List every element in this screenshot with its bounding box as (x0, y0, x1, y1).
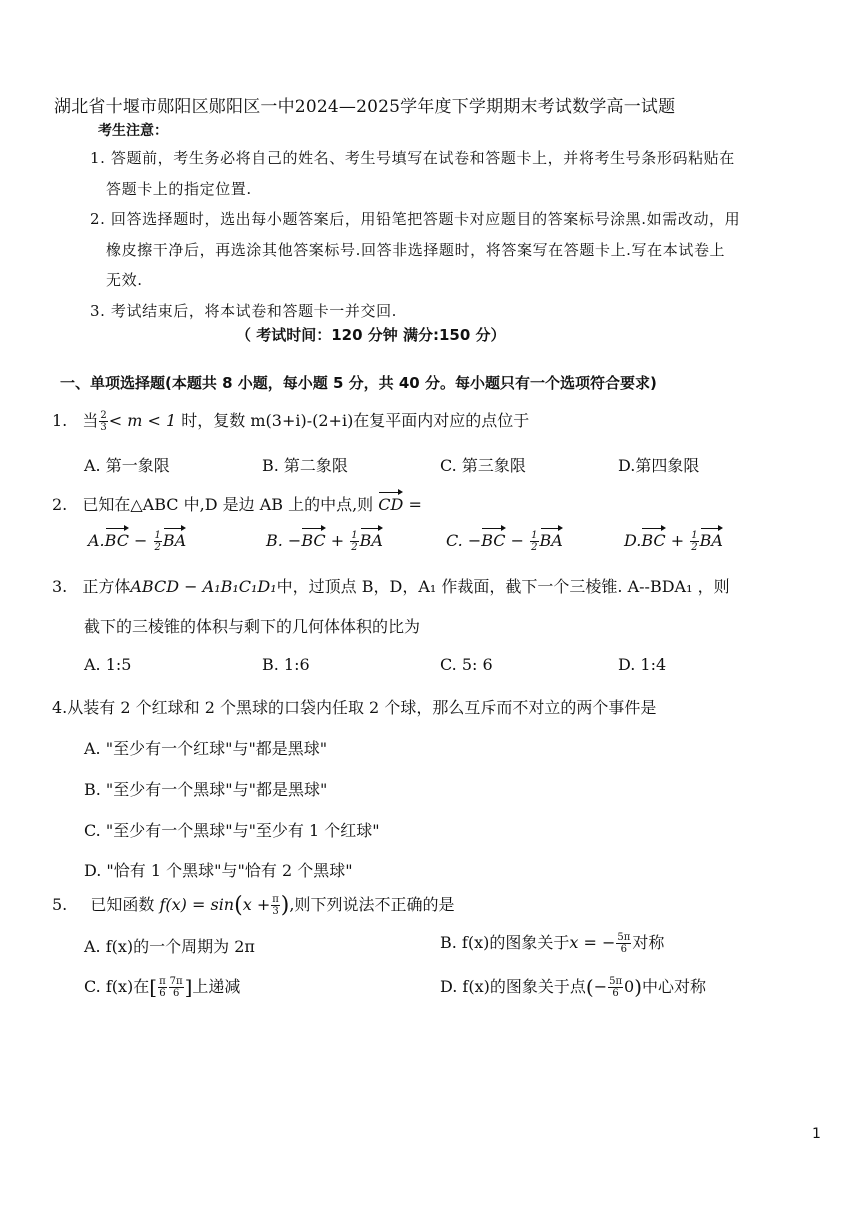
question-3-text: 中，过顶点 B，D，A₁ 作裁面，截下一个三棱锥. A--BDA₁ ，则 (276, 577, 730, 596)
question-1-inequality: < m < 1 (108, 411, 177, 430)
point-zero: 0 (624, 977, 635, 996)
exam-info: （ 考试时间：120 分钟 满分:150 分） (236, 326, 506, 344)
q3-option-a: A. 1:5 (84, 655, 132, 674)
q2-option-d (624, 526, 723, 553)
q5-option-b-eq: x = − (569, 933, 616, 952)
q3-option-b: B. 1:6 (262, 655, 310, 674)
question-2-text: 已知在△ABC 中,D 是边 AB 上的中点,则 (82, 495, 374, 514)
fraction-one-half: $\frac{1}{2}$ (691, 530, 698, 553)
q2-option-c (446, 526, 563, 553)
document-title: 湖北省十堰市郧阳区郧阳区一中2024—2025学年度下学期期末考试数学高一试题 (54, 97, 676, 117)
vector-bc: BC (481, 526, 505, 550)
q5-option-d-pre: D. f(x)的图象关于点 (440, 977, 586, 996)
notice-3-line-1: 3. 考试结束后，将本试卷和答题卡一并交回. (90, 302, 398, 320)
q5-option-d: D. f(x)的图象关于点(− $\frac{5\pi}{6}$ 0)中心对称 (440, 975, 707, 999)
fraction-5pi-over-6: $\frac{5\pi}{6}$ (609, 976, 623, 999)
q4-option-d: D. "恰有 1 个黑球"与"恰有 2 个黑球" (84, 861, 353, 880)
q2-option-d-label: D. (624, 531, 642, 550)
q2-option-b-plus: + (325, 531, 350, 550)
fraction-one-half: $\frac{1}{2}$ (351, 530, 358, 553)
vector-ba: BA (360, 526, 383, 550)
right-paren: ) (634, 975, 643, 999)
vector-ba: BA (700, 526, 723, 550)
question-3-pre: 正方体 (82, 577, 131, 596)
q2-option-a (88, 526, 186, 553)
q2-option-a-label: A. (88, 531, 105, 550)
q5-option-b-post: 对称 (632, 933, 665, 952)
question-5-text: ,则下列说法不正确的是 (289, 895, 455, 914)
fraction-pi-over-3: $\frac{\pi}{3}$ (272, 894, 279, 917)
question-5-number: 5. (52, 895, 68, 914)
question-1-pre: 当 (82, 411, 99, 430)
q3-option-c: C. 5: 6 (440, 655, 493, 674)
q2-option-b (266, 526, 383, 553)
vector-ba: BA (540, 526, 563, 550)
q5-option-b (440, 930, 664, 955)
notice-1-line-1: 1. 答题前，考生务必将自己的姓名、考生号填写在试卷和答题卡上，并将考生号条形码粘贴在 (90, 149, 735, 167)
q5-option-c-pre: C. f(x)在 (84, 977, 150, 996)
notice-2-line-1: 2. 回答选择题时，选出每小题答案后，用铅笔把答题卡对应题目的答案标号涂黑.如需改动，用 (90, 210, 741, 228)
fraction-one-half: $\frac{1}{2}$ (154, 530, 161, 553)
q5-option-a: A. f(x)的一个周期为 2π (84, 937, 255, 956)
left-paren: ( (585, 975, 594, 999)
q1-option-b: B. 第二象限 (262, 456, 348, 475)
question-1 (52, 408, 529, 433)
notice-2-line-2: 橡皮擦干净后，再选涂其他答案标号.回答非选择题时，将答案写在答题卡上.写在本试卷上 (106, 241, 726, 259)
q5-option-b-pre: B. f(x)的图象关于 (440, 933, 570, 952)
fraction-7pi-over-6: $\frac{7\pi}{6}$ (169, 976, 183, 999)
notice-heading: 考生注意： (98, 123, 168, 139)
q2-option-c-minus: − (505, 531, 530, 550)
question-3-line-2: 截下的三棱锥的体积与剩下的几何体体积的比为 (84, 617, 421, 636)
question-1-text: 时，复数 m(3+i)-(2+i)在复平面内对应的点位于 (181, 411, 530, 430)
cube-notation: ABCD − A₁B₁C₁D₁ (130, 577, 277, 596)
q2-option-b-label: B. − (266, 531, 302, 550)
notice-2-line-3: 无效. (106, 271, 143, 289)
fraction-pi-over-6: $\frac{\pi}{6}$ (159, 976, 166, 999)
vector-ba: BA (163, 526, 186, 550)
notice-1-line-2: 答题卡上的指定位置. (106, 180, 252, 198)
vector-bc: BC (105, 526, 129, 550)
fraction-two-thirds: $\frac{2}{3}$ (100, 410, 107, 433)
q4-option-b: B. "至少有一个黑球"与"都是黑球" (84, 780, 328, 799)
q5-option-c-post: 上递减 (192, 977, 241, 996)
question-3-number: 3. (52, 577, 68, 596)
fraction-5pi-over-6: $\frac{5\pi}{6}$ (617, 932, 631, 955)
fraction-one-half: $\frac{1}{2}$ (531, 530, 538, 553)
question-5-pre: 已知函数 (90, 895, 155, 914)
question-3 (52, 574, 730, 597)
function-argument: x + (242, 895, 271, 914)
q2-option-d-plus: + (665, 531, 690, 550)
q1-option-d: D.第四象限 (618, 456, 700, 475)
q5-option-c (84, 974, 240, 999)
vector-cd: CD (378, 490, 403, 514)
section-heading: 一、单项选择题(本题共 8 小题，每小题 5 分，共 40 分。每小题只有一个选项符合要求) (60, 374, 657, 392)
q1-option-c: C. 第三象限 (440, 456, 526, 475)
question-2-number: 2. (52, 495, 68, 514)
page-number: 1 (812, 1126, 821, 1142)
q4-option-a: A. "至少有一个红球"与"都是黑球" (84, 739, 328, 758)
q2-option-a-minus: − (128, 531, 153, 550)
left-bracket: [ (149, 975, 158, 999)
question-1-number: 1. (52, 411, 68, 430)
question-2 (52, 490, 422, 515)
q1-option-a: A. 第一象限 (84, 456, 170, 475)
function-definition: f(x) = sin (159, 895, 235, 914)
left-paren: ( (234, 893, 243, 918)
q3-option-d: D. 1:4 (618, 655, 667, 674)
question-2-equals: = (403, 495, 422, 514)
q5-option-d-post: 中心对称 (642, 977, 707, 996)
q4-option-c: C. "至少有一个黑球"与"至少有 1 个红球" (84, 821, 380, 840)
vector-bc: BC (641, 526, 665, 550)
right-bracket: ] (184, 975, 193, 999)
right-paren: ) (280, 893, 290, 918)
question-4: 4.从装有 2 个红球和 2 个黑球的口袋内任取 2 个球，那么互斥而不对立的两个事件是 (52, 698, 657, 717)
q2-option-c-label: C. − (446, 531, 482, 550)
question-5 (52, 892, 454, 918)
vector-bc: BC (301, 526, 325, 550)
